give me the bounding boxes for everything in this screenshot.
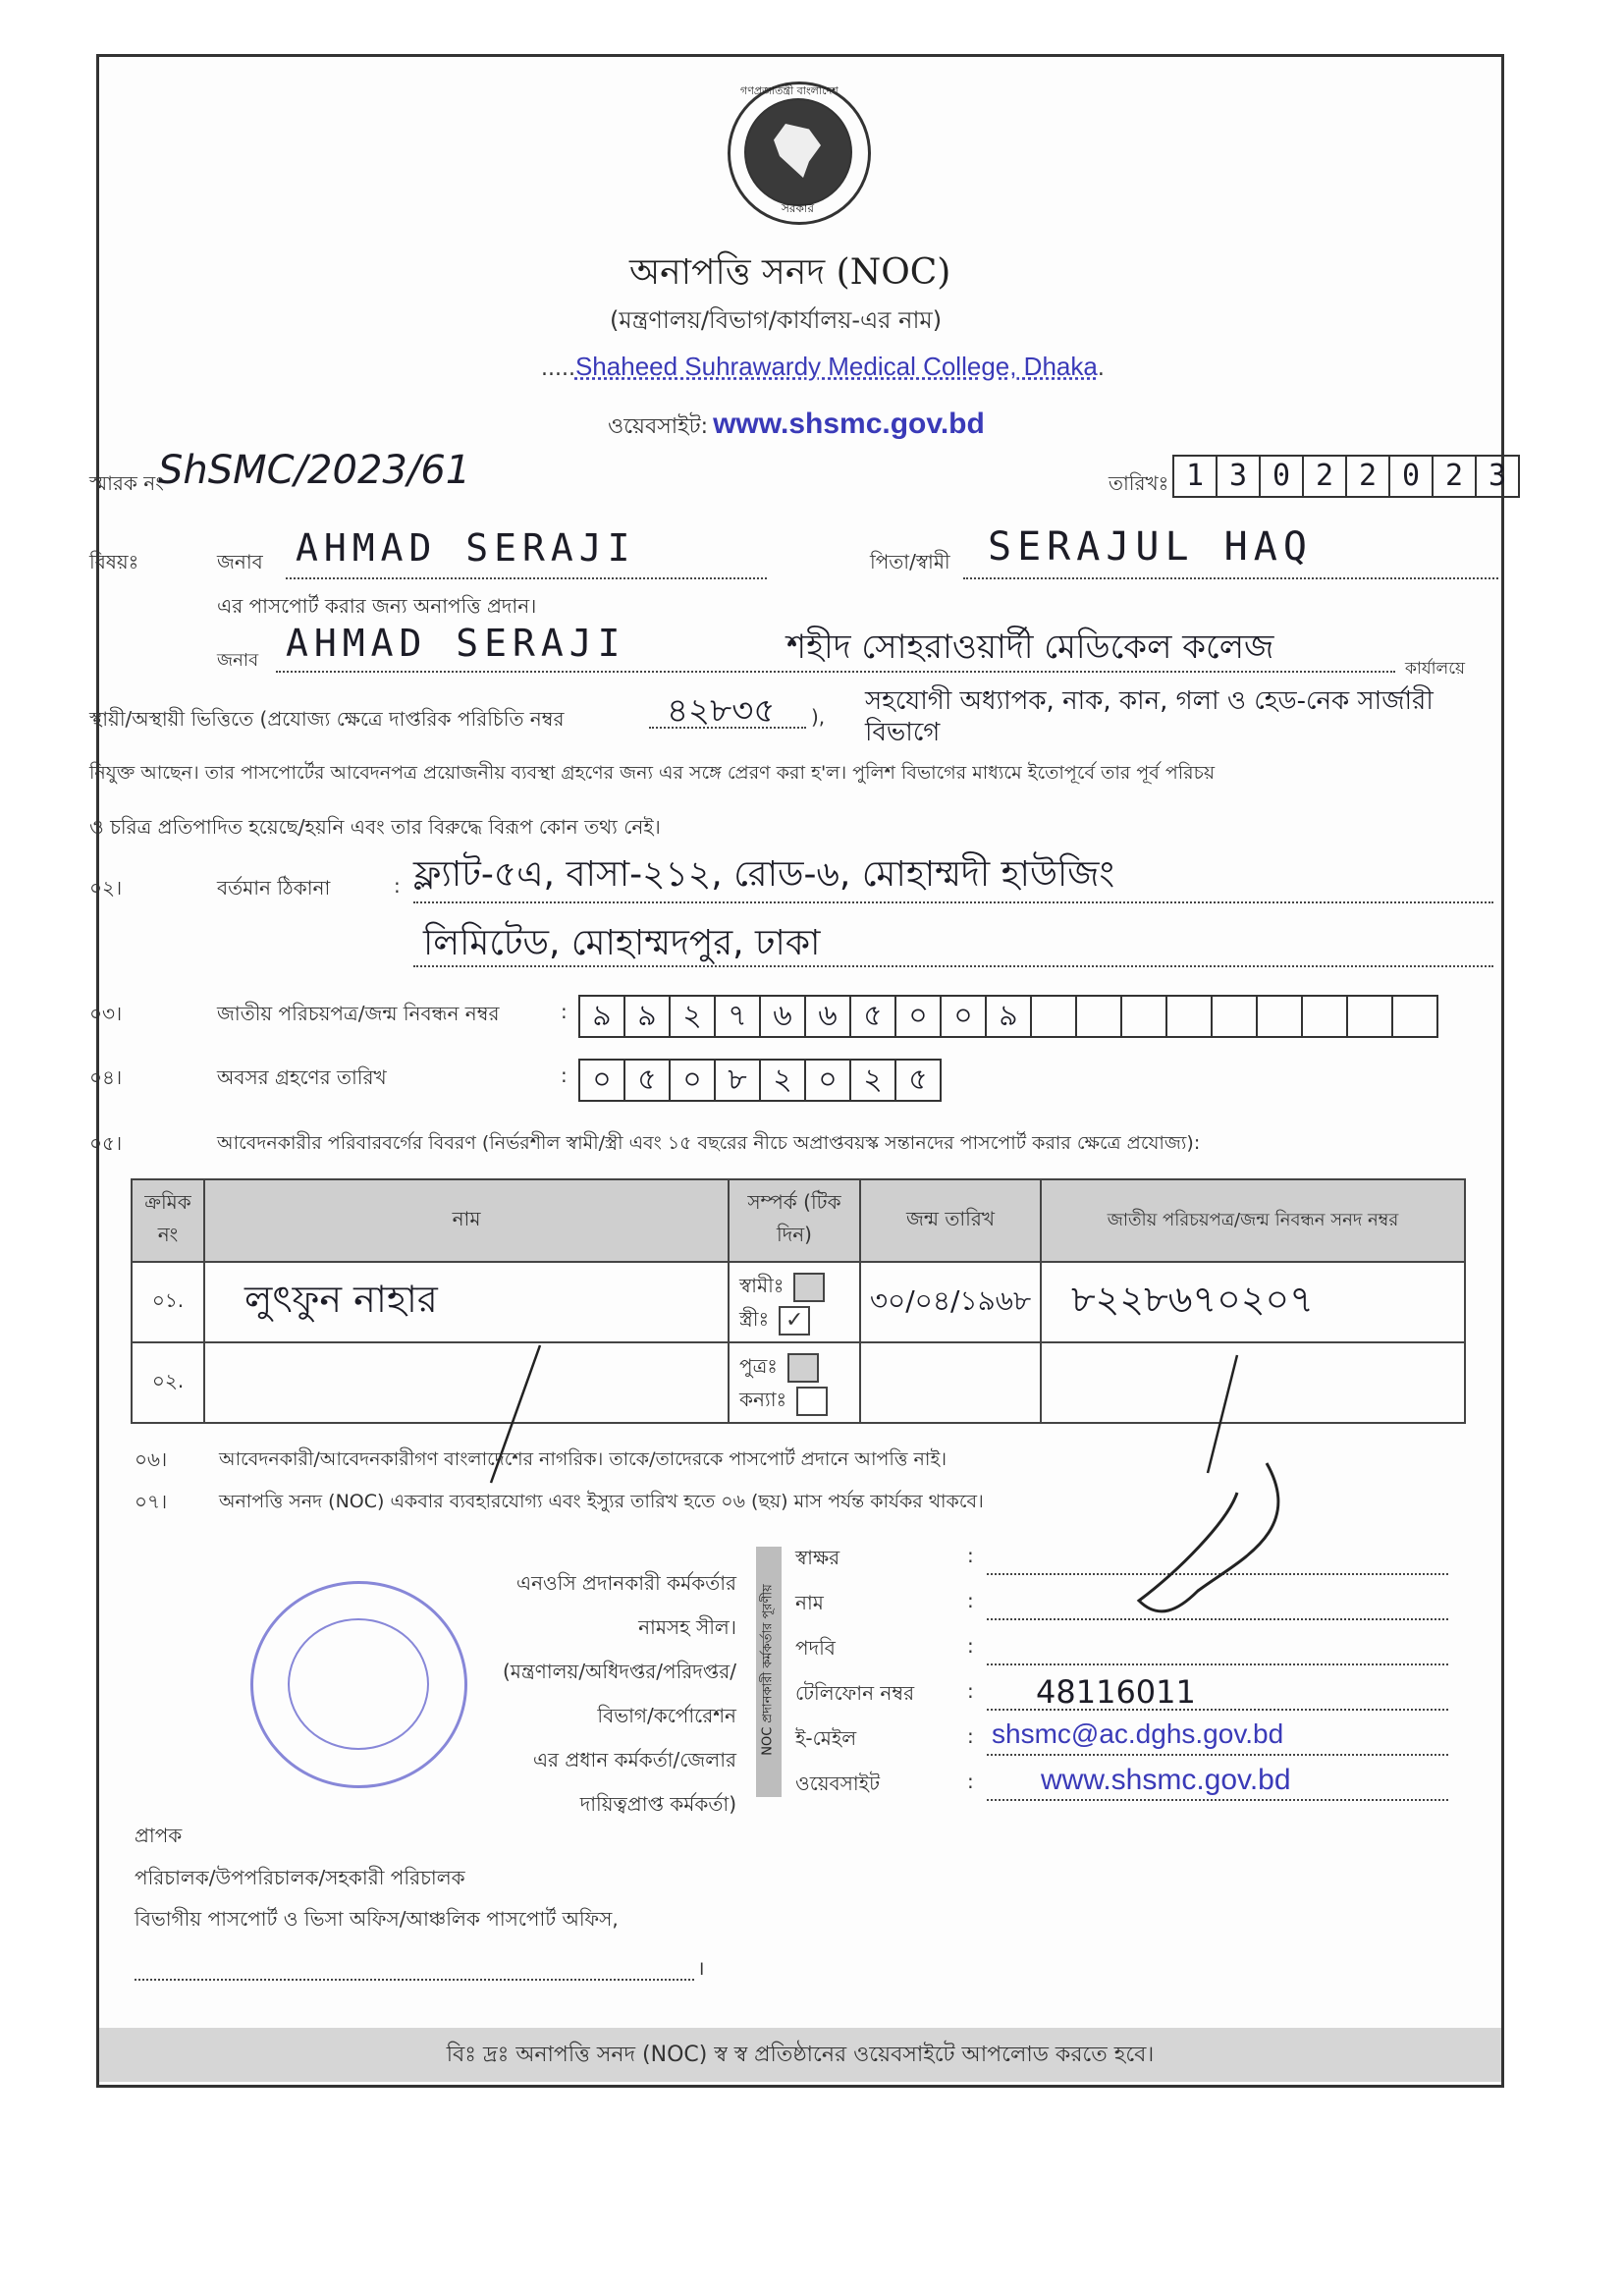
signatory-desc-line: নামসহ সীল।	[638, 1615, 736, 1639]
father-name: SERAJUL HAQ	[988, 524, 1313, 570]
relation-husband-checkbox[interactable]	[793, 1273, 825, 1302]
date-digit: 0	[1259, 455, 1304, 498]
website-line	[608, 408, 985, 446]
recipient-dots	[135, 1979, 694, 1981]
retire-digit: ২	[849, 1059, 896, 1102]
colon: :	[561, 1000, 568, 1023]
row-sl: ০১.	[132, 1262, 204, 1342]
office-name: Shaheed Suhrawardy Medical College, Dhaka	[574, 352, 1098, 381]
nid-digit	[1030, 995, 1077, 1038]
relation-son-label: পুত্রঃ	[739, 1354, 778, 1378]
seal-text-bottom: সরকার	[782, 201, 815, 215]
address-line2: লিমিটেড, মোহাম্মদপুর, ঢাকা	[423, 923, 821, 963]
nid-digit: ৯	[578, 995, 625, 1038]
nid-digit	[1120, 995, 1167, 1038]
recipient-label: প্রাপক	[135, 1824, 183, 1847]
nid-digit: ৯	[985, 995, 1032, 1038]
signatory-desc-line: এনওসি প্রদানকারী কর্মকর্তার	[515, 1571, 736, 1595]
retire-digit: ০	[578, 1059, 625, 1102]
office-name-line: .....Shaheed Suhrawardy Medical College, Dhaka.	[541, 352, 1105, 381]
date-digit: 2	[1345, 455, 1390, 498]
vertical-label-bar	[756, 1547, 782, 1797]
date-label: তারিখঃ	[1109, 471, 1169, 495]
colon: :	[967, 1634, 974, 1658]
page-title: অনাপত্তি সনদ (NOC)	[629, 252, 951, 293]
colon: :	[967, 1544, 974, 1567]
website-field-value: www.shsmc.gov.bd	[1041, 1764, 1291, 1796]
field-label: ই-মেইল	[795, 1726, 857, 1750]
recipient-line3-end: ।	[697, 1956, 705, 1980]
institution-handwritten: শহীদ সোহরাওয়ার্দী মেডিকেল কলেজ	[786, 627, 1274, 667]
body-applicant-name: AHMAD SERAJI	[286, 622, 626, 665]
nid-digit: ৯	[623, 995, 671, 1038]
clause6-text: আবেদনকারী/আবেদনকারীগণ বাংলাদেশের নাগরিক। তাকে/তাদেরকে পাসপোর্ট প্রদানে আপত্তি নাই।	[219, 1448, 947, 1470]
address-dots-1	[413, 901, 1493, 903]
address-label: বর্তমান ঠিকানা	[217, 876, 331, 900]
row-relation	[729, 1262, 860, 1342]
clause7-num: ০৭।	[135, 1490, 168, 1513]
clause6-num: ০৬।	[135, 1447, 168, 1471]
field-label: টেলিফোন নম্বর	[795, 1681, 915, 1705]
nid-boxes	[580, 995, 1438, 1038]
nid-digit: ০	[940, 995, 987, 1038]
address-line1: ফ্ল্যাট-৫এ, বাসা-২১২, রোড-৬, মোহাম্মদী হাউজিং	[413, 854, 1114, 895]
subject-name-dots	[286, 577, 767, 579]
colon: :	[394, 874, 401, 898]
recipient-line2: বিভাগীয় পাসপোর্ট ও ভিসা অফিস/আঞ্চলিক পাসপোর্ট অফিস,	[135, 1907, 619, 1931]
nid-digit	[1391, 995, 1438, 1038]
date-digit: 0	[1388, 455, 1434, 498]
field-dots	[987, 1754, 1448, 1756]
body-mr-label: জনাব	[217, 650, 259, 671]
nid-digit: ৬	[759, 995, 806, 1038]
id-number: ৪২৮৩৫	[667, 691, 776, 731]
address-dots-2	[413, 965, 1493, 967]
field-dots	[987, 1799, 1448, 1801]
date-digit: 2	[1302, 455, 1347, 498]
retire-digit: ৫	[623, 1059, 671, 1102]
signatory-field-row	[795, 1764, 1463, 1815]
officer-signature	[1119, 1453, 1316, 1630]
date-boxes	[1174, 455, 1520, 498]
signatory-desc-line: (মন্ত্রণালয়/অধিদপ্তর/পরিদপ্তর/	[502, 1660, 736, 1683]
field-label: নাম	[795, 1591, 824, 1614]
address-num: ০২।	[89, 876, 123, 900]
retire-digit: ০	[669, 1059, 716, 1102]
row-nid: ৮২২৮৬৭০২০৭	[1041, 1262, 1465, 1342]
row-dob: ৩০/০৪/১৯৬৮	[860, 1262, 1041, 1342]
footer-note: বিঃ দ্রঃ অনাপত্তি সনদ (NOC) স্ব স্ব প্রতিষ্ঠানের ওয়েবসাইটে আপলোড করতে হবে।	[99, 2028, 1501, 2082]
retire-digit: ৫	[894, 1059, 942, 1102]
signatory-desc-line: বিভাগ/কর্পোরেশন	[597, 1704, 736, 1727]
body-name-dots	[276, 671, 1395, 673]
nid-digit: ৫	[849, 995, 896, 1038]
col-header-nid: জাতীয় পরিচয়পত্র/জন্ম নিবন্ধন সনদ নম্বর	[1041, 1179, 1465, 1262]
memo-number: ShSMC/2023/61	[158, 448, 471, 493]
subject-mr-label: জনাব	[217, 550, 263, 573]
field-dots	[987, 1663, 1448, 1665]
ministry-subtitle: (মন্ত্রণালয়/বিভাগ/কার্যালয়-এর নাম)	[610, 306, 943, 334]
memo-label: স্মারক নং	[89, 471, 164, 495]
id-number-dots	[649, 727, 806, 729]
paren-close: ),	[811, 705, 826, 729]
body-line4: ও চরিত্র প্রতিপাদিত হয়েছে/হয়নি এবং তার বিরুদ্ধে বিরূপ কোন তথ্য নেই।	[89, 815, 661, 839]
subject-label: বিষয়ঃ	[89, 550, 139, 573]
relation-wife-label: স্ত্রীঃ	[739, 1307, 770, 1331]
father-label: পিতা/স্বামী	[870, 550, 950, 573]
col-header-dob: জন্ম তারিখ	[860, 1179, 1041, 1262]
nid-digit	[1346, 995, 1393, 1038]
retire-digit: ২	[759, 1059, 806, 1102]
phone-value: 48116011	[1036, 1673, 1196, 1711]
institution-stamp	[250, 1581, 467, 1788]
father-name-dots	[963, 577, 1498, 579]
signatory-desc-line: দায়িত্বপ্রাপ্ত কর্মকর্তা)	[579, 1792, 736, 1816]
nid-num: ০৩।	[89, 1002, 123, 1025]
date-digit: 2	[1432, 455, 1477, 498]
nid-digit: ২	[669, 995, 716, 1038]
field-label: পদবি	[795, 1636, 836, 1660]
relation-daughter-label: কন্যাঃ	[739, 1388, 787, 1411]
retire-num: ০৪।	[89, 1065, 123, 1089]
col-header-sl: ক্রমিক নং	[132, 1179, 204, 1262]
basis-label: স্থায়ী/অস্থায়ী ভিত্তিতে (প্রযোজ্য ক্ষেত্রে দাপ্তরিক পরিচিতি নম্বর	[89, 707, 565, 731]
col-header-name: নাম	[204, 1179, 729, 1262]
applicant-name: AHMAD SERAJI	[296, 526, 636, 570]
nid-digit	[1075, 995, 1122, 1038]
nid-digit: ৭	[714, 995, 761, 1038]
relation-husband-label: স্বামীঃ	[739, 1274, 785, 1297]
government-seal	[728, 82, 871, 225]
body-line3: নিযুক্ত আছেন। তার পাসপোর্টের আবেদনপত্র প্রয়োজনীয় ব্যবস্থা গ্রহণের জন্য এর সঙ্গে প্রেরণ করা হ'ল। পুলিশ বিভাগের মাধ্যমে ইতোপূর্বে তার পূর্ব পরিচয়	[89, 762, 1216, 784]
colon: :	[967, 1589, 974, 1612]
colon: :	[967, 1724, 974, 1748]
nid-digit	[1256, 995, 1303, 1038]
check-mark-icon: ✓	[785, 1307, 804, 1333]
retire-digit: ৮	[714, 1059, 761, 1102]
signatory-desc-line: এর প্রধান কর্মকর্তা/জেলার	[532, 1748, 736, 1772]
family-num: ০৫।	[89, 1131, 123, 1155]
website-value: www.shsmc.gov.bd	[713, 408, 985, 440]
retire-boxes	[580, 1059, 942, 1102]
relation-wife-checkbox[interactable]	[779, 1306, 810, 1336]
clause7-text: অনাপত্তি সনদ (NOC) একবার ব্যবহারযোগ্য এবং ইস্যুর তারিখ হতে ০৬ (ছয়) মাস পর্যন্ত কার্যকর থাকবে।	[219, 1491, 984, 1512]
colon: :	[967, 1679, 974, 1703]
table-row	[132, 1262, 1465, 1342]
nid-label: জাতীয় পরিচয়পত্র/জন্ম নিবন্ধন নম্বর	[217, 1002, 500, 1025]
colon: :	[561, 1063, 568, 1087]
subject-line2: এর পাসপোর্ট করার জন্য অনাপত্তি প্রদান।	[217, 594, 537, 618]
email-value: shsmc@ac.dghs.gov.bd	[992, 1718, 1284, 1749]
nid-digit	[1165, 995, 1213, 1038]
signatory-description	[461, 1561, 736, 1827]
nid-digit: ০	[894, 995, 942, 1038]
nid-digit	[1211, 995, 1258, 1038]
vertical-label: NOC প্রদানকারী কর্মকর্তার পূরণীয়	[760, 1584, 776, 1756]
website-label: ওয়েবসাইট:	[608, 414, 708, 439]
nid-digit	[1301, 995, 1348, 1038]
designation-handwritten: সহযোগী অধ্যাপক, নাক, কান, গলা ও হেড-নেক সার্জারী বিভাগে	[865, 686, 1434, 747]
family-label: আবেদনকারীর পরিবারবর্গের বিবরণ (নির্ভরশীল স্বামী/স্ত্রী এবং ১৫ বছরের নীচে অপ্রাপ্তবয়স্ক সন্তানদের পাসপোর্ট করার ক্ষেত্রে প্রযোজ্য):	[217, 1132, 1201, 1154]
retire-label: অবসর গ্রহণের তারিখ	[217, 1065, 387, 1089]
nid-digit: ৬	[804, 995, 851, 1038]
col-header-relation: সম্পর্ক (টিক দিন)	[729, 1179, 860, 1262]
recipient-line1: পরিচালক/উপপরিচালক/সহকারী পরিচালক	[135, 1866, 465, 1889]
seal-text-top: গণপ্রজাতন্ত্রী বাংলাদেশ	[740, 84, 839, 97]
field-label: স্বাক্ষর	[795, 1546, 840, 1569]
retire-digit: ০	[804, 1059, 851, 1102]
field-label: ওয়েবসাইট	[795, 1772, 880, 1795]
date-digit: 3	[1216, 455, 1261, 498]
date-digit: 3	[1475, 455, 1520, 498]
row-sl: ০২.	[132, 1342, 204, 1423]
date-digit: 1	[1172, 455, 1218, 498]
row-name: লুৎফুন নাহার	[204, 1262, 729, 1342]
table-header-row	[132, 1179, 1465, 1262]
office-label: কার্যালয়ে	[1405, 659, 1466, 679]
colon: :	[967, 1770, 974, 1793]
